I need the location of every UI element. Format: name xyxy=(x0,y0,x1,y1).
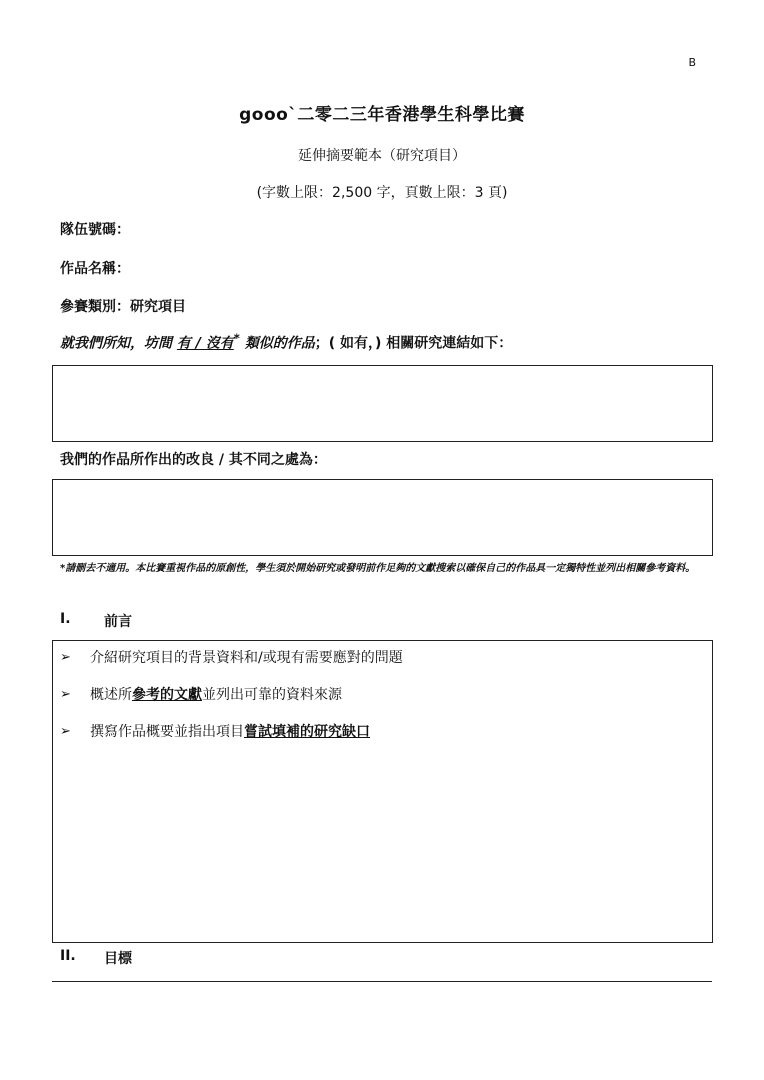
bullet-arrow-icon: ➢ xyxy=(60,686,71,702)
section-number: I. xyxy=(60,611,71,627)
bullet-arrow-icon: ➢ xyxy=(60,723,71,739)
intro-bullet-2 xyxy=(60,684,342,704)
question-part3: ；( 如有，) 相關研究連結如下： xyxy=(314,335,513,352)
bullet-arrow-icon: ➢ xyxy=(60,649,71,665)
related-links-box[interactable] xyxy=(52,365,713,442)
originality-note: *請刪去不適用。本比賽重視作品的原創性，學生須於開始研究或發明前作足夠的文獻搜索以確保自己的作品具一定獨特性並列出相關參考資料。 xyxy=(60,563,696,574)
asterisk-mark: * xyxy=(233,331,240,345)
similar-works-question xyxy=(60,331,512,353)
section-title-introduction: 前言 xyxy=(104,614,132,630)
question-part2: 類似的作品 xyxy=(239,335,315,352)
page-letter: B xyxy=(688,56,696,69)
intro-bullet-1 xyxy=(60,647,403,667)
section-title-objectives: 目標 xyxy=(104,951,132,967)
team-code-label: 隊伍號碼： xyxy=(60,222,130,238)
improvement-box[interactable] xyxy=(52,479,713,556)
document-subtitle: 延伸摘要範本（研究項目） xyxy=(298,148,466,164)
have-or-not-option: 有 / 沒有 xyxy=(176,335,234,352)
category-label: 參賽類別：研究項目 xyxy=(60,299,186,315)
document-title: gooo`二零二三年香港學生科學比賽 xyxy=(239,105,525,125)
bullet-text: 概述所 xyxy=(90,687,132,703)
objectives-box-top-border xyxy=(52,981,712,982)
intro-bullet-3 xyxy=(60,721,370,741)
word-page-limits: (字數上限：2,500 字，頁數上限：3 頁) xyxy=(256,185,508,201)
improvement-label: 我們的作品所作出的改良 / 其不同之處為： xyxy=(60,452,327,468)
work-name-label: 作品名稱： xyxy=(60,261,130,277)
bullet-text: 介紹研究項目的背景資料和/或現有需要應對的問題 xyxy=(90,650,403,666)
bullet-emphasis: 嘗試填補的研究缺口 xyxy=(244,724,370,740)
section-number: II. xyxy=(60,948,76,964)
bullet-text: 並列出可靠的資料來源 xyxy=(202,687,342,703)
bullet-text: 撰寫作品概要並指出項目 xyxy=(90,724,244,740)
question-part1: 就我們所知，坊間 xyxy=(60,335,177,352)
bullet-emphasis: 參考的文獻 xyxy=(132,687,202,703)
